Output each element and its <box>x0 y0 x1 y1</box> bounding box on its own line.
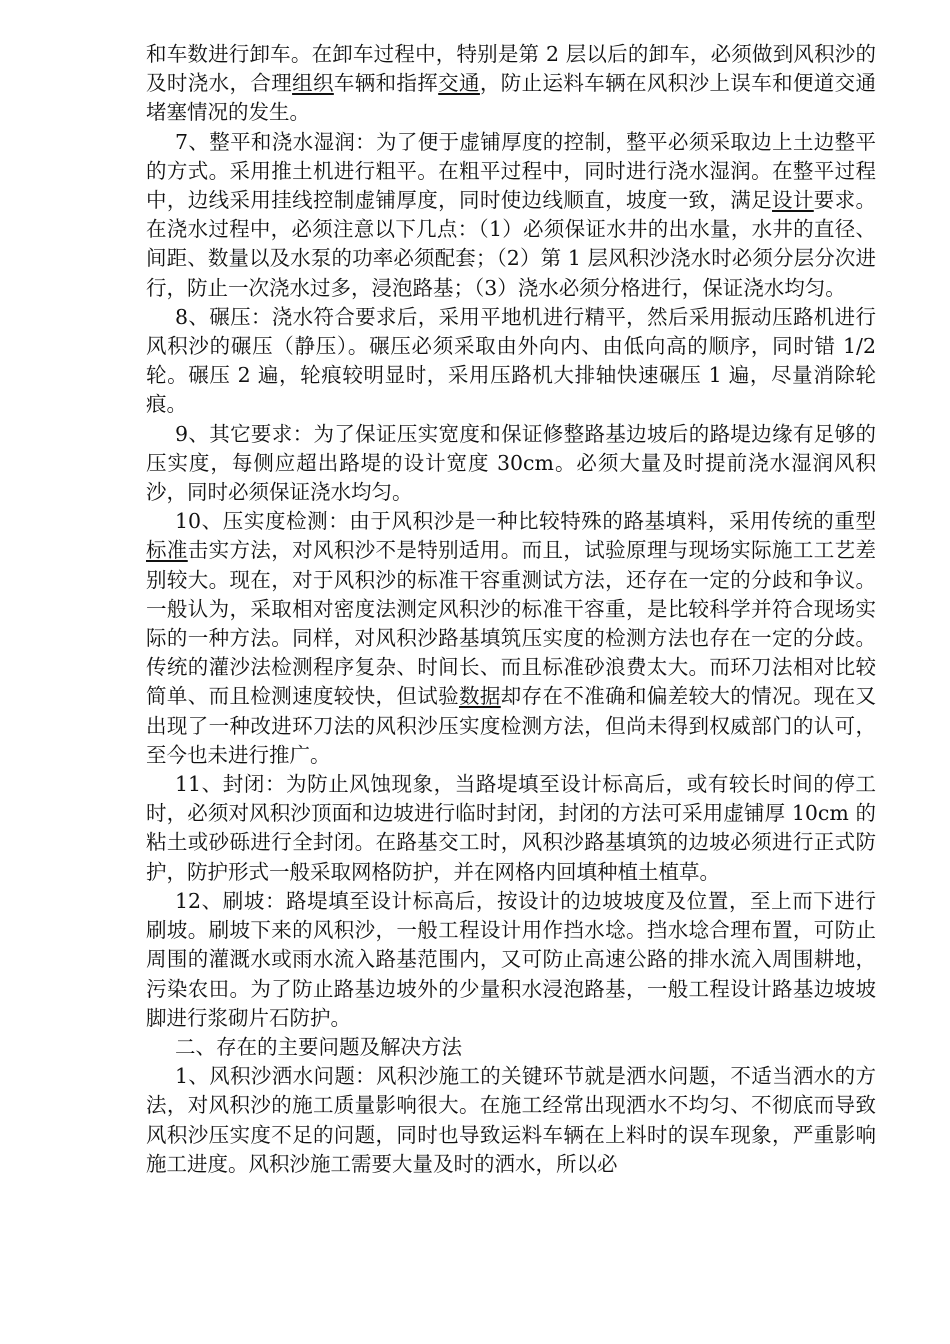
text-segment: 11、封闭：为防止风蚀现象，当路堤填至设计标高后，或有较长时间的停工时，必须对风积沙顶面和边坡进行临时封闭，封闭的方法可采用虚铺厚 10cm 的粘土或砂砾进行全封闭。在路基交工时，风积沙路基填筑的边坡必须进行正式防护，防护形式一般采取网格防护，并在网格内回填种植土植草。 <box>146 772 876 884</box>
text-segment: 要求。在浇水过程中，必须注意以下几点：（1）必须保证水井的出水量，水井的直径、间距、数量以及水泵的功率必须配套；（2）第 1 层风积沙浇水时必须分层分次进行，防止一次浇水过多，浸泡路基；（3）浇水必须分格进行，保证浇水均匀。 <box>146 188 877 300</box>
paragraph-slope-trimming <box>146 887 876 1033</box>
text-segment: 7、整平和浇水湿润：为了便于虚铺厚度的控制，整平必须采取边上土边整平的方式。采用推土机进行粗平。在粗平过程中，同时进行浇水湿润。在整平过程中，边线采用挂线控制虚铺厚度，同时使边线顺直，坡度一致，满足 <box>146 129 876 213</box>
text-segment: 却存在不准确和偏差较大的情况。现在又出现了一种改进环刀法的风积沙压实度检测方法，但尚未得到权威部门的认可，至今也未进行推广。 <box>146 684 877 767</box>
paragraph-watering-problem <box>146 1062 876 1179</box>
text-segment: 9、其它要求：为了保证压实宽度和保证修整路基边坡后的路堤边缘有足够的压实度，每侧应超出路堤的设计宽度 30cm。必须大量及时提前浇水湿润风积沙，同时必须保证浇水均匀。 <box>146 421 876 505</box>
text-segment: 10、压实度检测：由于风积沙是一种比较特殊的路基填料，采用传统的重型 <box>175 509 876 534</box>
text-segment: 和车数进行卸车。在卸车过程中，特别是第 2 层以后的卸车，必须做到风积沙的及时浇水，合理 <box>146 42 876 96</box>
document-page <box>146 40 876 1179</box>
text-segment: 车辆和指挥 <box>333 71 439 96</box>
text-segment: 1、风积沙洒水问题：风积沙施工的关键环节就是洒水问题，不适当洒水的方法，对风积沙的施工质量影响很大。在施工经常出现洒水不均匀、不彻底而导致风积沙压实度不足的问题，同时也导致运料车辆在上料时的误车现象，严重影响施工进度。风积沙施工需要大量及时的洒水，所以必 <box>146 1064 876 1176</box>
paragraph-leveling-watering <box>146 128 876 303</box>
section-heading-problems <box>146 1033 876 1062</box>
paragraph-compaction <box>146 303 876 420</box>
text-segment: 12、刷坡：路堤填至设计标高后，按设计的边坡坡度及位置，至上而下进行刷坡。刷坡下来的风积沙，一般工程设计用作挡水埝。挡水埝合理布置，可防止周围的灌溉水或雨水流入路基范围内，又可防止高速公路的排水流入周围耕地，污染农田。为了防止路基边坡外的少量积水浸泡路基，一般工程设计路基边坡坡脚进行浆砌片石防护。 <box>146 888 876 1030</box>
underlined-term: 标准 <box>146 538 188 563</box>
underlined-term: 设计 <box>772 188 814 213</box>
text-segment: 二、存在的主要问题及解决方法 <box>175 1034 462 1059</box>
paragraph-continuation <box>146 40 876 128</box>
underlined-term: 交通 <box>438 71 480 96</box>
underlined-term: 组织 <box>292 71 334 96</box>
text-segment: 击实方法，对风积沙不是特别适用。而且，试验原理与现场实际施工工艺差别较大。现在，对于风积沙的标准干容重测试方法，还存在一定的分歧和争议。一般认为，采取相对密度法测定风积沙的标准干容重，是比较科学并符合现场实际的一种方法。同样，对风积沙路基填筑压实度的检测方法也存在一定的分歧。传统的灌沙法检测程序复杂、时间长、而且标准砂浪费太大。而环刀法相对比较简单、而且检测速度较快，但试验 <box>146 538 877 709</box>
paragraph-compaction-testing <box>146 507 876 770</box>
text-segment: 8、碾压：浇水符合要求后，采用平地机进行精平，然后采用振动压路机进行风积沙的碾压（静压）。碾压必须采取由外向内、由低向高的顺序，同时错 1/2 轮。碾压 2 遍，轮痕较明显时，采用压路机大排轴快速碾压 1 遍，尽量消除轮痕。 <box>146 304 876 417</box>
paragraph-sealing <box>146 770 876 887</box>
underlined-term: 数据 <box>459 684 501 709</box>
paragraph-other-requirements <box>146 420 876 508</box>
text-segment: ，防止运料车辆在风积沙上误车和便道交通堵塞情况的发生。 <box>146 71 877 125</box>
